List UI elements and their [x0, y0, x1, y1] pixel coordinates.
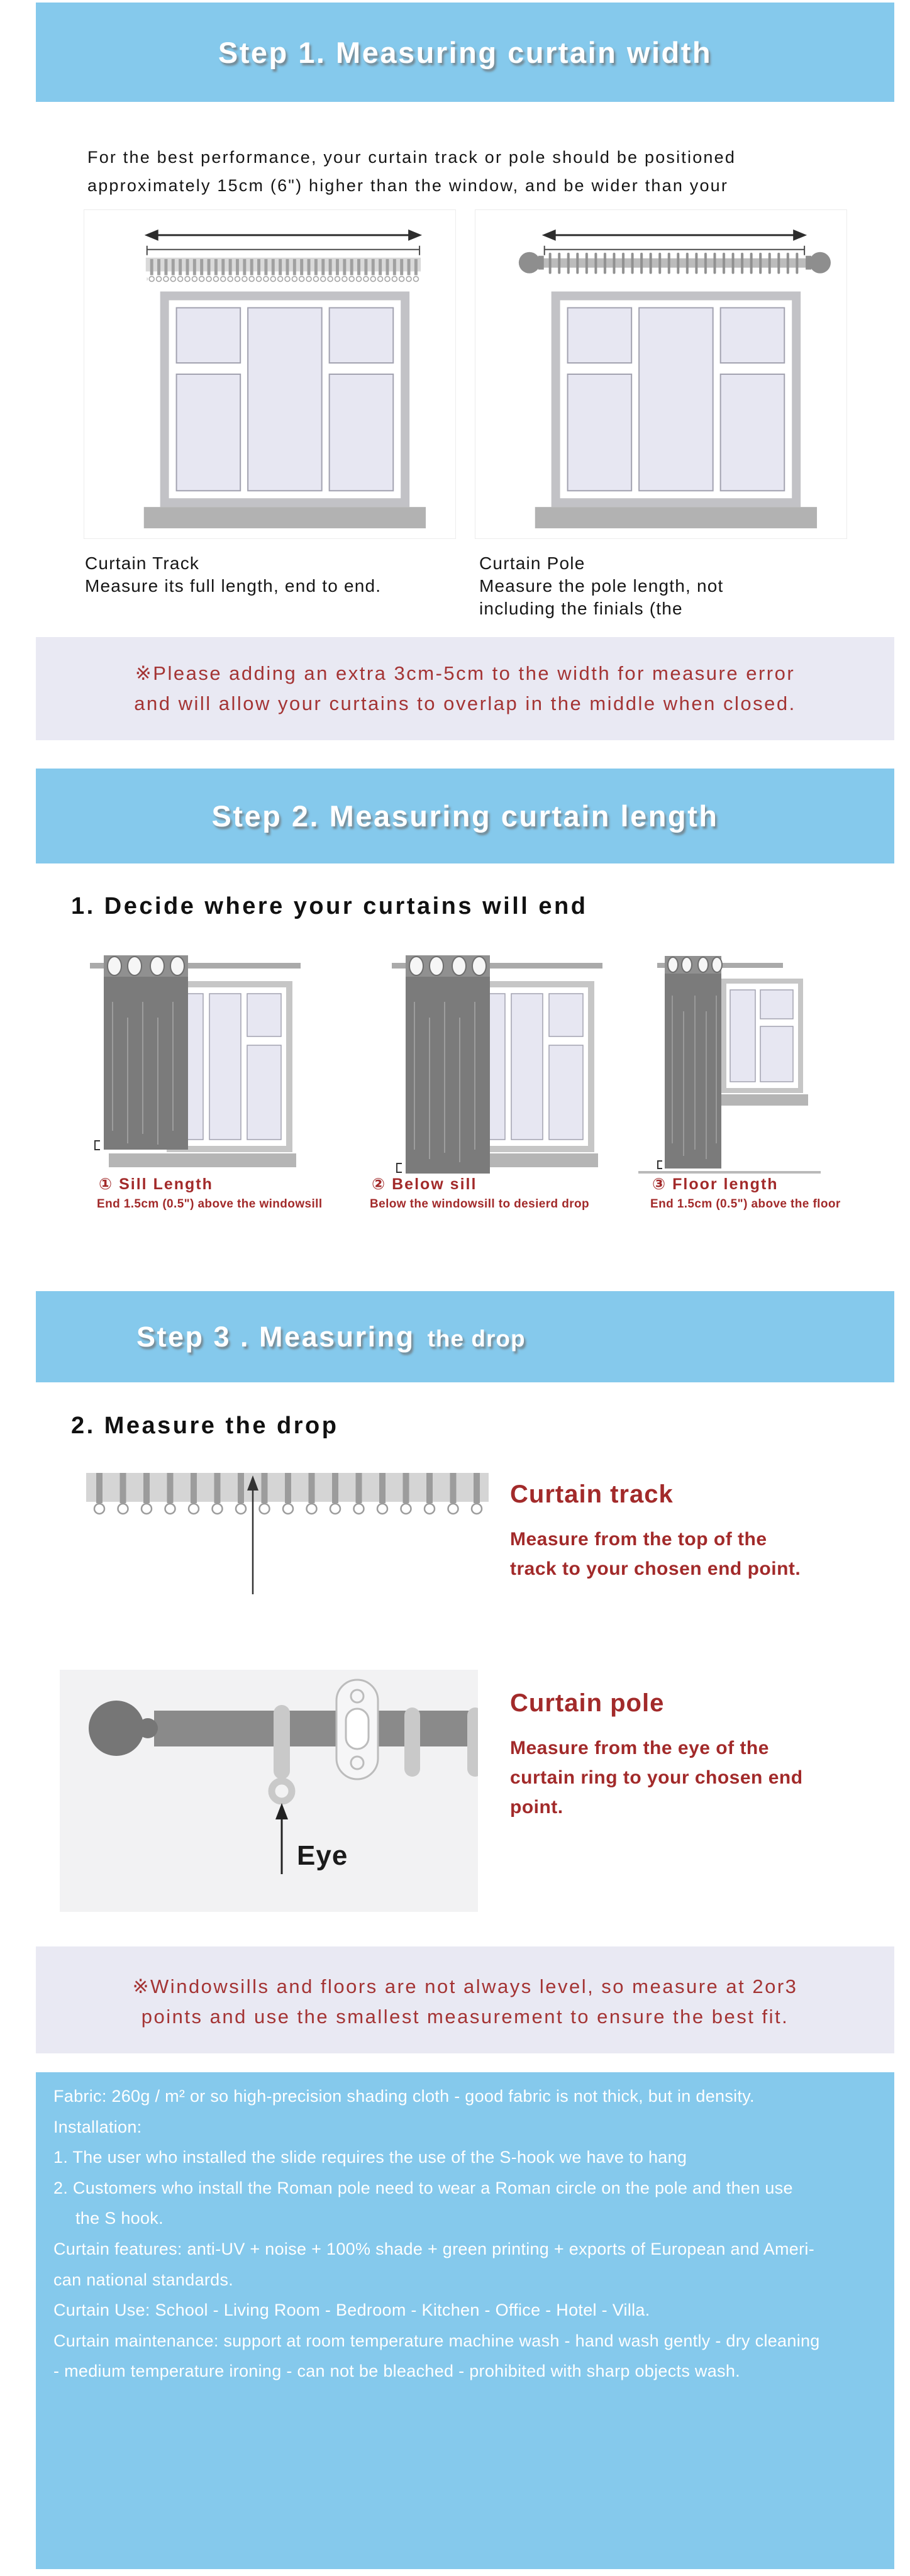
- track-drop-desc: [510, 1524, 801, 1584]
- step3-heading: 2. Measure the drop: [71, 1413, 339, 1439]
- sill-length-desc: End 1.5cm (0.5") above the windowsill: [97, 1197, 323, 1211]
- intro-line-1: For the best performance, your curtain track or pole should be positioned: [87, 148, 736, 167]
- width-note: [36, 637, 894, 740]
- pole-drop-diagram: [60, 1670, 478, 1912]
- window-with-track-icon: [84, 210, 455, 538]
- step2-banner: [36, 769, 894, 863]
- info-line: 2. Customers who install the Roman pole need to wear a Roman circle on the pole and then use: [53, 2178, 793, 2197]
- info-line: Curtain features: anti-UV + noise + 100% shade + green printing + exports of European and Ameri-: [53, 2239, 815, 2258]
- sill-length-label: ① Sill Length: [99, 1175, 213, 1193]
- curtain-pole-diagram: [475, 209, 847, 539]
- pole-caption-title: Curtain Pole: [479, 553, 585, 573]
- info-line: can national standards.: [53, 2270, 234, 2289]
- below-sill-desc: Below the windowsill to desierd drop: [370, 1197, 590, 1211]
- product-info-block: [36, 2072, 894, 2569]
- step2-title: Step 2. Measuring curtain length: [211, 799, 719, 833]
- info-line: Fabric: 260g / m² or so high-precision shading cloth - good fabric is not thick, but in density.: [53, 2087, 755, 2106]
- info-line: Installation:: [53, 2117, 142, 2136]
- floor-length-label: ③ Floor length: [652, 1175, 779, 1193]
- step3-title-main: Step 3 . Measuring: [136, 1320, 415, 1353]
- pole-drop-line3: point.: [510, 1797, 563, 1818]
- window-with-pole-icon: [475, 210, 846, 538]
- pole-drop-title: Curtain pole: [510, 1689, 665, 1717]
- step1-banner: [36, 3, 894, 102]
- track-hooks-icon: [86, 1473, 489, 1599]
- track-caption-title: Curtain Track: [85, 553, 200, 573]
- sill-length-diagram: [41, 942, 325, 1176]
- level-note-line2: points and use the smallest measurement to ensure the best fit.: [141, 2006, 789, 2028]
- info-line: Curtain Use: School - Living Room - Bedroom - Kitchen - Office - Hotel - Villa.: [53, 2301, 650, 2320]
- pole-drop-line1: Measure from the eye of the: [510, 1738, 769, 1758]
- info-line: 1. The user who installed the slide requires the use of the S-hook we have to hang: [53, 2148, 687, 2167]
- pole-caption-line2: including the finials (the: [479, 599, 683, 618]
- step1-intro: [87, 143, 736, 200]
- track-drop-line1: Measure from the top of the: [510, 1529, 767, 1550]
- step3-title: [136, 1321, 526, 1353]
- width-note-line2: and will allow your curtains to overlap in the middle when closed.: [134, 692, 796, 714]
- curtain-floor-length-icon: [638, 942, 906, 1176]
- curtain-sill-length-icon: [41, 942, 325, 1176]
- track-caption: [85, 552, 381, 597]
- track-drop-line2: track to your chosen end point.: [510, 1558, 801, 1579]
- below-sill-label: ② Below sill: [372, 1175, 477, 1193]
- curtain-track-diagram: [84, 209, 456, 539]
- track-caption-line: Measure its full length, end to end.: [85, 576, 382, 596]
- width-note-line1: ※Please adding an extra 3cm-5cm to the width for measure error: [135, 662, 796, 684]
- eye-label: Eye: [297, 1840, 348, 1871]
- step2-heading: 1. Decide where your curtains will end: [71, 893, 588, 919]
- below-sill-diagram: [343, 942, 627, 1176]
- step3-title-sub: the drop: [427, 1325, 526, 1352]
- pole-drop-desc: [510, 1733, 803, 1822]
- floor-length-desc: End 1.5cm (0.5") above the floor: [650, 1197, 841, 1211]
- step3-banner: [36, 1291, 894, 1382]
- floor-length-diagram: [638, 942, 906, 1176]
- level-note-line1: ※Windowsills and floors are not always level, so measure at 2or3: [132, 1975, 798, 1997]
- info-line: - medium temperature ironing - can not be bleached - prohibited with sharp objects wash.: [53, 2362, 740, 2381]
- step1-title: Step 1. Measuring curtain width: [218, 35, 713, 69]
- pole-caption: [479, 552, 724, 620]
- pole-eye-icon: [60, 1670, 478, 1912]
- track-drop-title: Curtain track: [510, 1480, 674, 1508]
- level-note: [36, 1946, 894, 2053]
- curtain-below-sill-icon: [343, 942, 627, 1176]
- pole-caption-line1: Measure the pole length, not: [479, 576, 724, 596]
- info-line: the S hook.: [75, 2209, 164, 2228]
- intro-line-2: approximately 15cm (6") higher than the window, and be wider than your: [87, 176, 729, 195]
- track-drop-diagram: [86, 1473, 489, 1599]
- pole-drop-line2: curtain ring to your chosen end: [510, 1767, 803, 1788]
- info-line: Curtain maintenance: support at room temperature machine wash - hand wash gently - dry cleaning: [53, 2331, 820, 2350]
